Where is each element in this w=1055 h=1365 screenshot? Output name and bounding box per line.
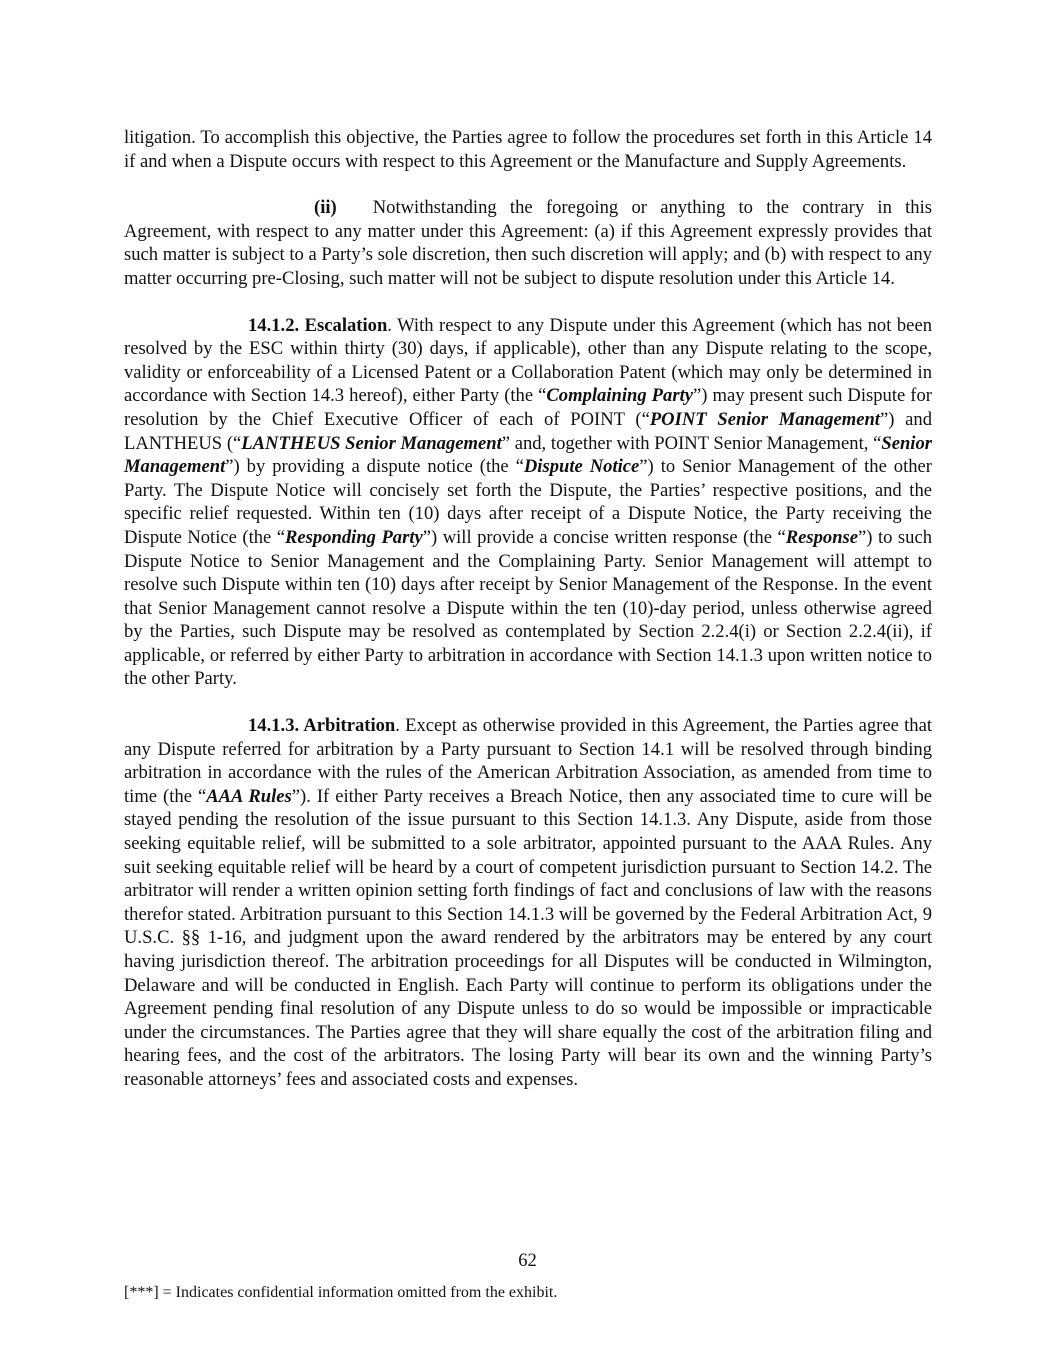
defined-term: POINT Senior Management — [649, 408, 880, 430]
section-14-1-2-escalation: 14.1.2. Escalation. With respect to any Dispute under this Agreement (which has not been resolved by the ESC within thirty (30) days, if applicable), other than any Dispute relating to the scope, validity or enforceability of a Licensed Patent or a Collaboration Patent (which may only be determined in accordance with Section 14.3 hereof), either Party (the “Complaining Party”) may present such Dispute for resolution by the Chief Executive Officer of each of POINT (“POINT Senior Management”) and LANTHEUS (“LANTHEUS Senior Management” and, together with POINT Senior Management, “Senior Management”) by providing a dispute notice (the “Dispute Notice”) to Senior Management of the other Party. The Dispute Notice will concisely set forth the Dispute, the Parties’ respective positions, and the specific relief requested. Within ten (10) days after receipt of a Dispute Notice, the Party receiving the Dispute Notice (the “Responding Party”) will provide a concise written response (the “Response”) to such Dispute Notice to Senior Management and the Complaining Party. Senior Management will attempt to resolve such Dispute within ten (10) days after receipt by Senior Management of the Response. In the event that Senior Management cannot resolve a Dispute within the ten (10)-day period, unless otherwise agreed by the Parties, such Dispute may be resolved as contemplated by Section 2.2.4(i) or Section 2.2.4(ii), if applicable, or referred by either Party to arbitration in accordance with Section 14.1.3 upon written notice to the other Party. — [124, 314, 933, 690]
paragraph-litigation: litigation. To accomplish this objective, the Parties agree to follow the procedures set forth in this Article 14 if and when a Dispute occurs with respect to this Agreement or the Manufacture and Supply Agreements. — [124, 127, 932, 172]
defined-term: Response — [785, 526, 859, 548]
defined-term: AAA Rules — [206, 785, 292, 807]
section-14-1-3-arbitration: 14.1.3. Arbitration. Except as otherwise provided in this Agreement, the Parties agree that any Dispute referred for arbitration by a Party pursuant to Section 14.1 will be resolved through binding arbitration in accordance with the rules of the American Arbitration Association, as amended from time to time (the “AAA Rules”). If either Party receives a Breach Notice, then any associated time to cure will be stayed pending the resolution of the issue pursuant to this Section 14.1.3. Any Dispute, aside from those seeking equitable relief, will be submitted to a sole arbitrator, appointed pursuant to the AAA Rules. Any suit seeking equitable relief will be heard by a court of competent jurisdiction pursuant to Section 14.2. The arbitrator will render a written opinion setting forth findings of fact and conclusions of law with the reasons therefor stated. Arbitration pursuant to this Section 14.1.3 will be governed by the Federal Arbitration Act, 9 U.S.C. §§ 1-16, and judgment upon the award rendered by the arbitrators may be entered by any court having jurisdiction thereof. The arbitration proceedings for all Disputes will be conducted in Wilmington, Delaware and will be conducted in English. Each Party will continue to perform its obligations under the Agreement pending final resolution of any Dispute unless to do so would be impossible or impracticable under the circumstances. The Parties agree that they will share equally the cost of the arbitration filing and hearing fees, and the cost of the arbitrators. The losing Party will bear its own and the winning Party’s reasonable attorneys’ fees and associated costs and expenses. — [124, 715, 932, 1090]
defined-term: Senior Management — [124, 432, 932, 478]
document-body — [124, 126, 932, 1115]
clause-label: (ii) — [314, 197, 337, 219]
section-heading-escalation: 14.1.2. Escalation — [248, 314, 388, 336]
confidentiality-footnote: [***] = Indicates confidential information omitted from the exhibit. — [124, 1284, 558, 1301]
page-number: 62 — [518, 1250, 537, 1271]
defined-term: LANTHEUS Senior Management — [241, 432, 502, 454]
defined-term: Complaining Party — [546, 385, 693, 407]
paragraph-ii: (ii) Notwithstanding the foregoing or anything to the contrary in this Agreement, with respect to any matter under this Agreement: (a) if this Agreement expressly provides that such matter is subject to a Party’s sole discretion, then such discretion will apply; and (b) with respect to any matter occurring pre-Closing, such matter will not be subject to dispute resolution under this Article 14. — [124, 197, 932, 289]
defined-term: Responding Party — [285, 526, 423, 548]
section-heading-arbitration: 14.1.3. Arbitration — [248, 715, 396, 737]
defined-term: Dispute Notice — [523, 456, 640, 478]
